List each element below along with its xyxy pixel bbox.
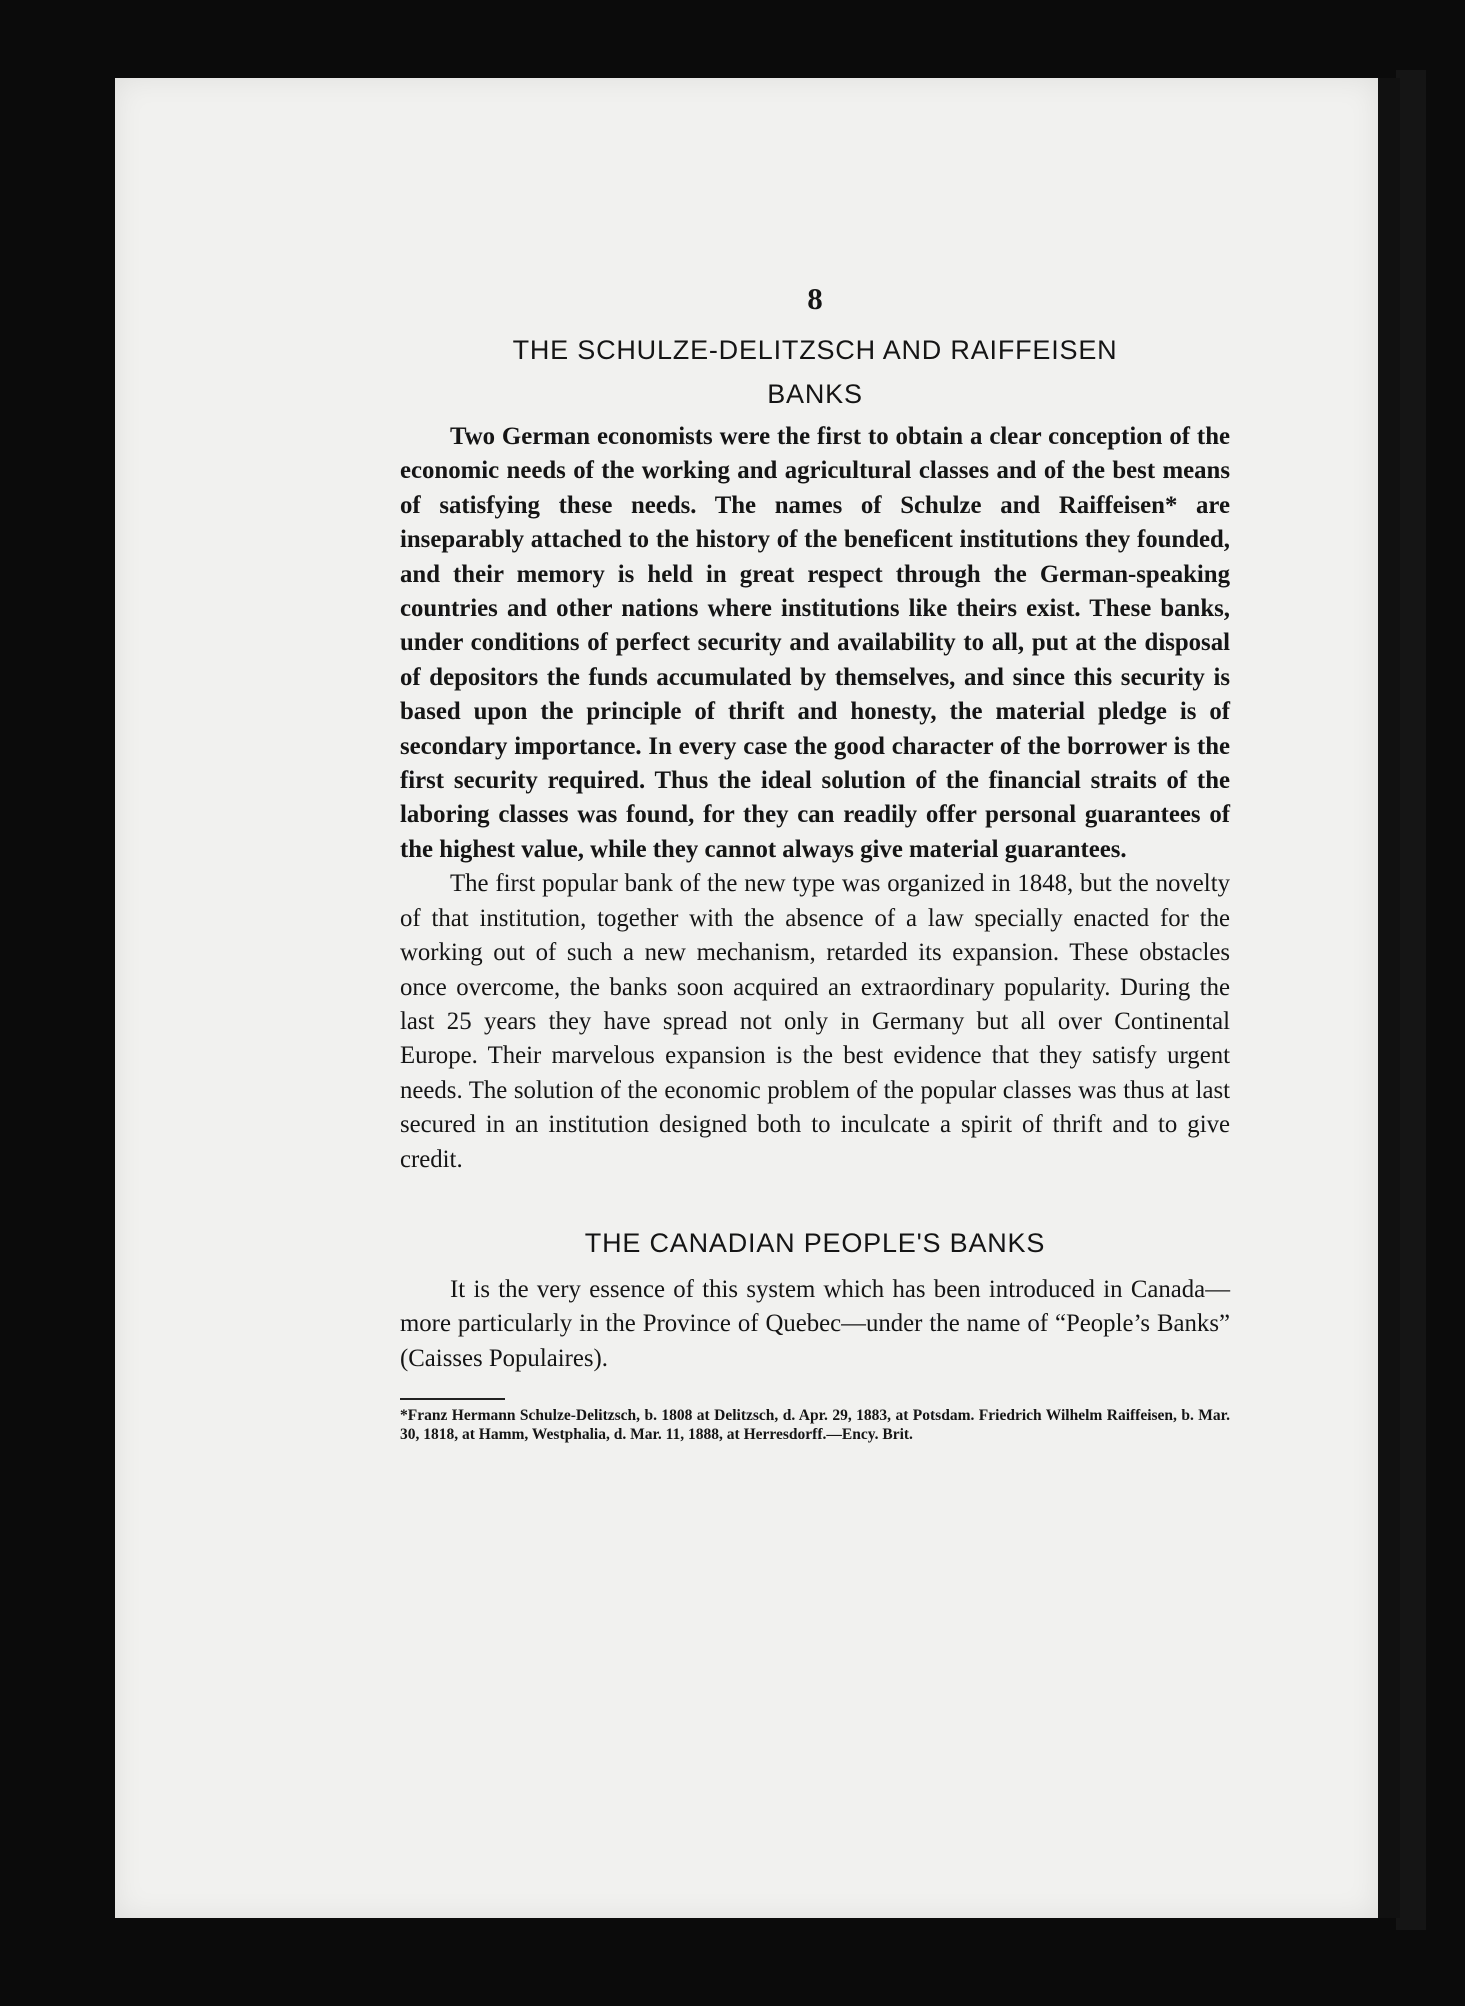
page-number: 8	[807, 281, 823, 316]
body-paragraph: The first popular bank of the new type was organized in 1848, but the novelty of that institution, together with the absence of a law specially enacted for the working out of such a new mechanism, retarded its expansion. These obstacles once overcome, the banks soon acquired an extraordinary popularity. During the last 25 years they have spread not only in Germany but all over Continental Europe. Their marvelous expansion is the best evidence that they satisfy urgent needs. The solution of the economic problem of the popular classes was thus at last secured in an institution designed both to inculcate a spirit of thrift and to give credit.	[400, 870, 1230, 1173]
section-heading-line-2: BANKS	[767, 379, 863, 409]
body-paragraph: It is the very essence of this system which has been introduced in Canada—more particularly in the Province of Quebec—under the name of “People’s Banks” (Caisses Populaires).	[400, 1275, 1230, 1372]
section-heading-line-1: THE SCHULZE-DELITZSCH AND RAIFFEISEN	[512, 335, 1118, 365]
book-spine	[1396, 70, 1426, 1930]
page-edge-shadow	[1378, 78, 1400, 1918]
page-content	[400, 270, 1230, 1444]
section-heading: THE CANADIAN PEOPLE'S BANKS	[584, 1227, 1046, 1258]
body-paragraph: Two German economists were the first to obtain a clear conception of the economic needs of the working and agricultural classes and of the best means of satisfying these needs. The names of Schulze and Raiffeisen* are inseparably attached to the history of the beneficent institutions they founded, and their memory is held in great respect through the German-speaking countries and other nations where institutions like theirs exist. These banks, under conditions of perfect security and availability to all, put at the disposal of depositors the funds accumulated by themselves, and since this security is based upon the principle of thrift and honesty, the material pledge is of secondary importance. In every case the good character of the borrower is the first security required. Thus the ideal solution of the financial straits of the laboring classes was found, for they can readily offer personal guarantees of the highest value, while they cannot always give material guarantees.	[400, 423, 1230, 863]
footnote: *Franz Hermann Schulze-Delitzsch, b. 1808 at Delitzsch, d. Apr. 29, 1883, at Potsdam. Friedrich Wilhelm Raiffeisen, b. Mar. 30, 1818, at Hamm, Westphalia, d. Mar. 11, 1888, at Herresdorff.—Ency. Brit.	[400, 1407, 1230, 1444]
footnote-rule	[400, 1398, 505, 1400]
